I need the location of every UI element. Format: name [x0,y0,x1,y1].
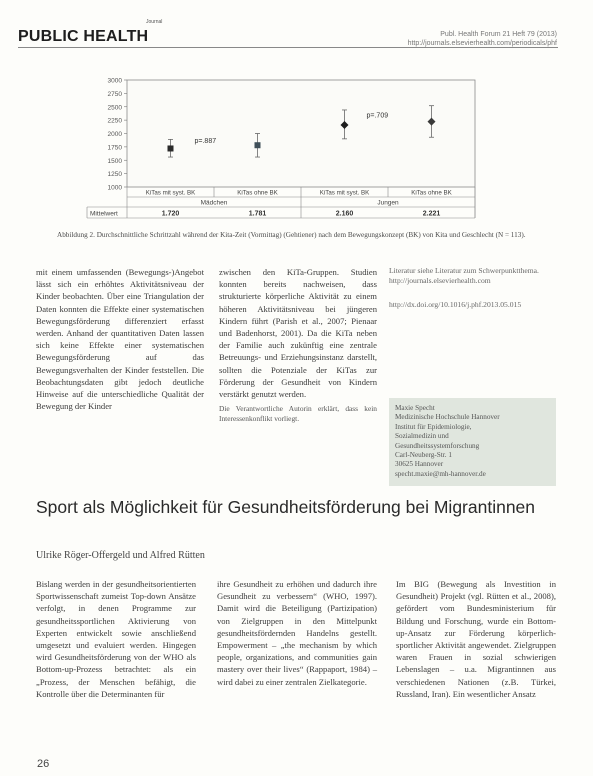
plot-area [127,80,475,187]
address-line: Maxie Specht [395,404,435,412]
address-line: specht.maxie@mh-hannover.de [395,469,486,478]
p-value-annotation: p=.887 [194,138,217,146]
address-line: Medizinische Hochschule Hannover [395,413,500,422]
citation-line-2: http://journals.elsevierhealth.com/periodicals/phf [407,40,557,47]
mean-point [168,145,174,151]
category-label: KiTas mit syst. BK [319,189,370,197]
author-address-box [389,398,556,486]
row-label: Mittelwert [90,210,118,218]
text-column-3 [389,266,556,310]
citation-line-1: Publ. Health Forum 21 Heft 79 (2013) [440,31,557,38]
figure-caption: Abbildung 2. Durchschnittliche Schrittzahl während der Kita-Zeit (Vormittag) (Gehtiener) nach dem Bewegungskonzept (BK) von Kita und Geschlecht (N = 113). [57,231,526,239]
y-tick-label: 2750 [107,90,122,98]
step-count-chart [85,74,485,224]
text-column-2 [219,266,377,424]
address-line: Sozialmedizin und [395,432,449,441]
y-tick-label: 2250 [107,117,122,125]
literature-note: Literatur siehe Literatur zum Schwerpunktthema. http://journals.elsevierhealth.com [389,266,539,285]
body-column-2 [217,578,377,688]
y-tick-label: 3000 [107,77,122,85]
body-column-3 [396,578,556,700]
body-column-1 [36,578,196,700]
article-authors: Ulrike Röger-Offergeld und Alfred Rütten [36,550,205,561]
journal-title: PUBLIC HEALTH [18,28,149,45]
mean-value-label: 1.781 [248,210,267,218]
mean-value-label: 2.221 [422,210,441,218]
address-line: Institut für Epidemiologie, [395,422,472,431]
header-rule [18,47,558,48]
y-tick-label: 2000 [107,131,122,138]
address-line: Gesundheitssystemforschung [395,441,480,450]
y-tick-label: 1250 [107,171,122,179]
category-label: KiTas ohne BK [411,189,452,197]
group-label: Jungen [377,199,399,207]
group-label: Mädchen [200,199,228,207]
p-value-annotation: p=.709 [366,112,389,120]
category-label: KiTas ohne BK [237,189,278,197]
y-tick-label: 2500 [107,104,122,112]
address-line: Carl-Neuberg-Str. 1 [395,451,452,460]
text-column-1 [36,266,204,412]
mean-value-label: 2.160 [335,210,354,218]
y-tick-label: 1750 [107,144,122,152]
column-1-text: mit einem umfassenden (Bewegungs-)Angebot lässt sich ein erhöhtes Aktivitätsniveau der Kinder beobachten. Über eine Triangulation der Daten konnten die Effekte einer systematischen Bewegungsförderung differenziert erfasst werden. Anhand der quantitativen Daten lassen sich keine Effekte einer systematischen Bewegungsförderung auf das Bewegungsverhalten der Kinder feststellen. Die Beobachtungsdaten gibt jedoch deutliche Hinweise auf die unterschiedliche Qualität der Bewegung der Kinder [36,267,204,412]
doi-link[interactable]: http://dx.doi.org/10.1016/j.phf.2013.05.015 [389,300,522,309]
body-column-2-text: ihre Gesundheit zu erhöhen und dadurch ihre Gesundheit zu verbessern“ (WHO, 1997). Damit wird die Beteiligung (Partizipation) von Zielgruppen in den Mittelpunkt gesundheitsfördernden Handelns gestellt. Empowerment – „the mechanism by which people, organizations, and communities gain mastery over their lives“ (Rappaport, 1984) – wird dabei zu einer zentralen Zielkategorie. [217,579,377,687]
column-2-text: zwischen den KiTa-Gruppen. Studien konnten bereits nachweisen, dass strukturierte körperliche Aktivität zu einem höheren Aktivitätsniveau bei jüngeren Kindern führt (Parish et al., 2007; Pienaar und Badenhorst, 2001). Da die KiTa neben der Familie auch zukünftig eine zentrale Betreuungs- und Erziehungsinstanz darstellt, sollten die Potenziale der KiTas zur Förderung der Gesundheit von Kindern verstärkt genutzt werden. [219,267,377,400]
page-number: 26 [37,758,50,770]
article-title: Sport als Möglichkeit für Gesundheitsförderung bei Migrantinnen [36,497,536,517]
address-line: 30625 Hannover [395,460,444,469]
journal-top-label: Journal [146,19,163,25]
category-label: KiTas mit syst. BK [145,189,196,197]
y-tick-label: 1000 [107,184,122,192]
y-tick-label: 1500 [107,157,122,165]
body-column-1-text: Bislang werden in der gesundheitsorientierten Sportwissenschaft zumeist Top-down Ansätze verfolgt, in denen Programme zur gesundheitssportlichen Aktivierung von Experten entwickelt sowie anschließend umgesetzt und evaluiert werden. Hingegen wird Gesundheitsförderung von der WHO als Bottom-up-Prozess betrachtet: als ein „Prozess, der Menschen befähigt, die Kontrolle über die Determinanten für [36,579,196,699]
citation [408,30,557,48]
mean-point [255,142,261,148]
conflict-note: Die Verantwortliche Autorin erklärt, dass kein Interessenkonflikt vorliegt. [219,404,377,424]
mean-value-label: 1.720 [161,210,180,218]
body-column-3-text: Im BIG (Bewegung als Investition in Gesundheit) Projekt (vgl. Rütten et al., 2008), gefördert vom Bundesministerium für Bildung und Forschung, wurde ein Bottom-up-Ansatz zur Förderung körperlich-sportlicher Aktivität angewendet. Zielgruppen waren Frauen in sozial schwierigen Lebenslagen – u.a. Migrantinnen aus verschiedenen Nationen (z.B. Türkei, Russland, Iran). Ein wesentlicher Ansatz [396,579,556,699]
